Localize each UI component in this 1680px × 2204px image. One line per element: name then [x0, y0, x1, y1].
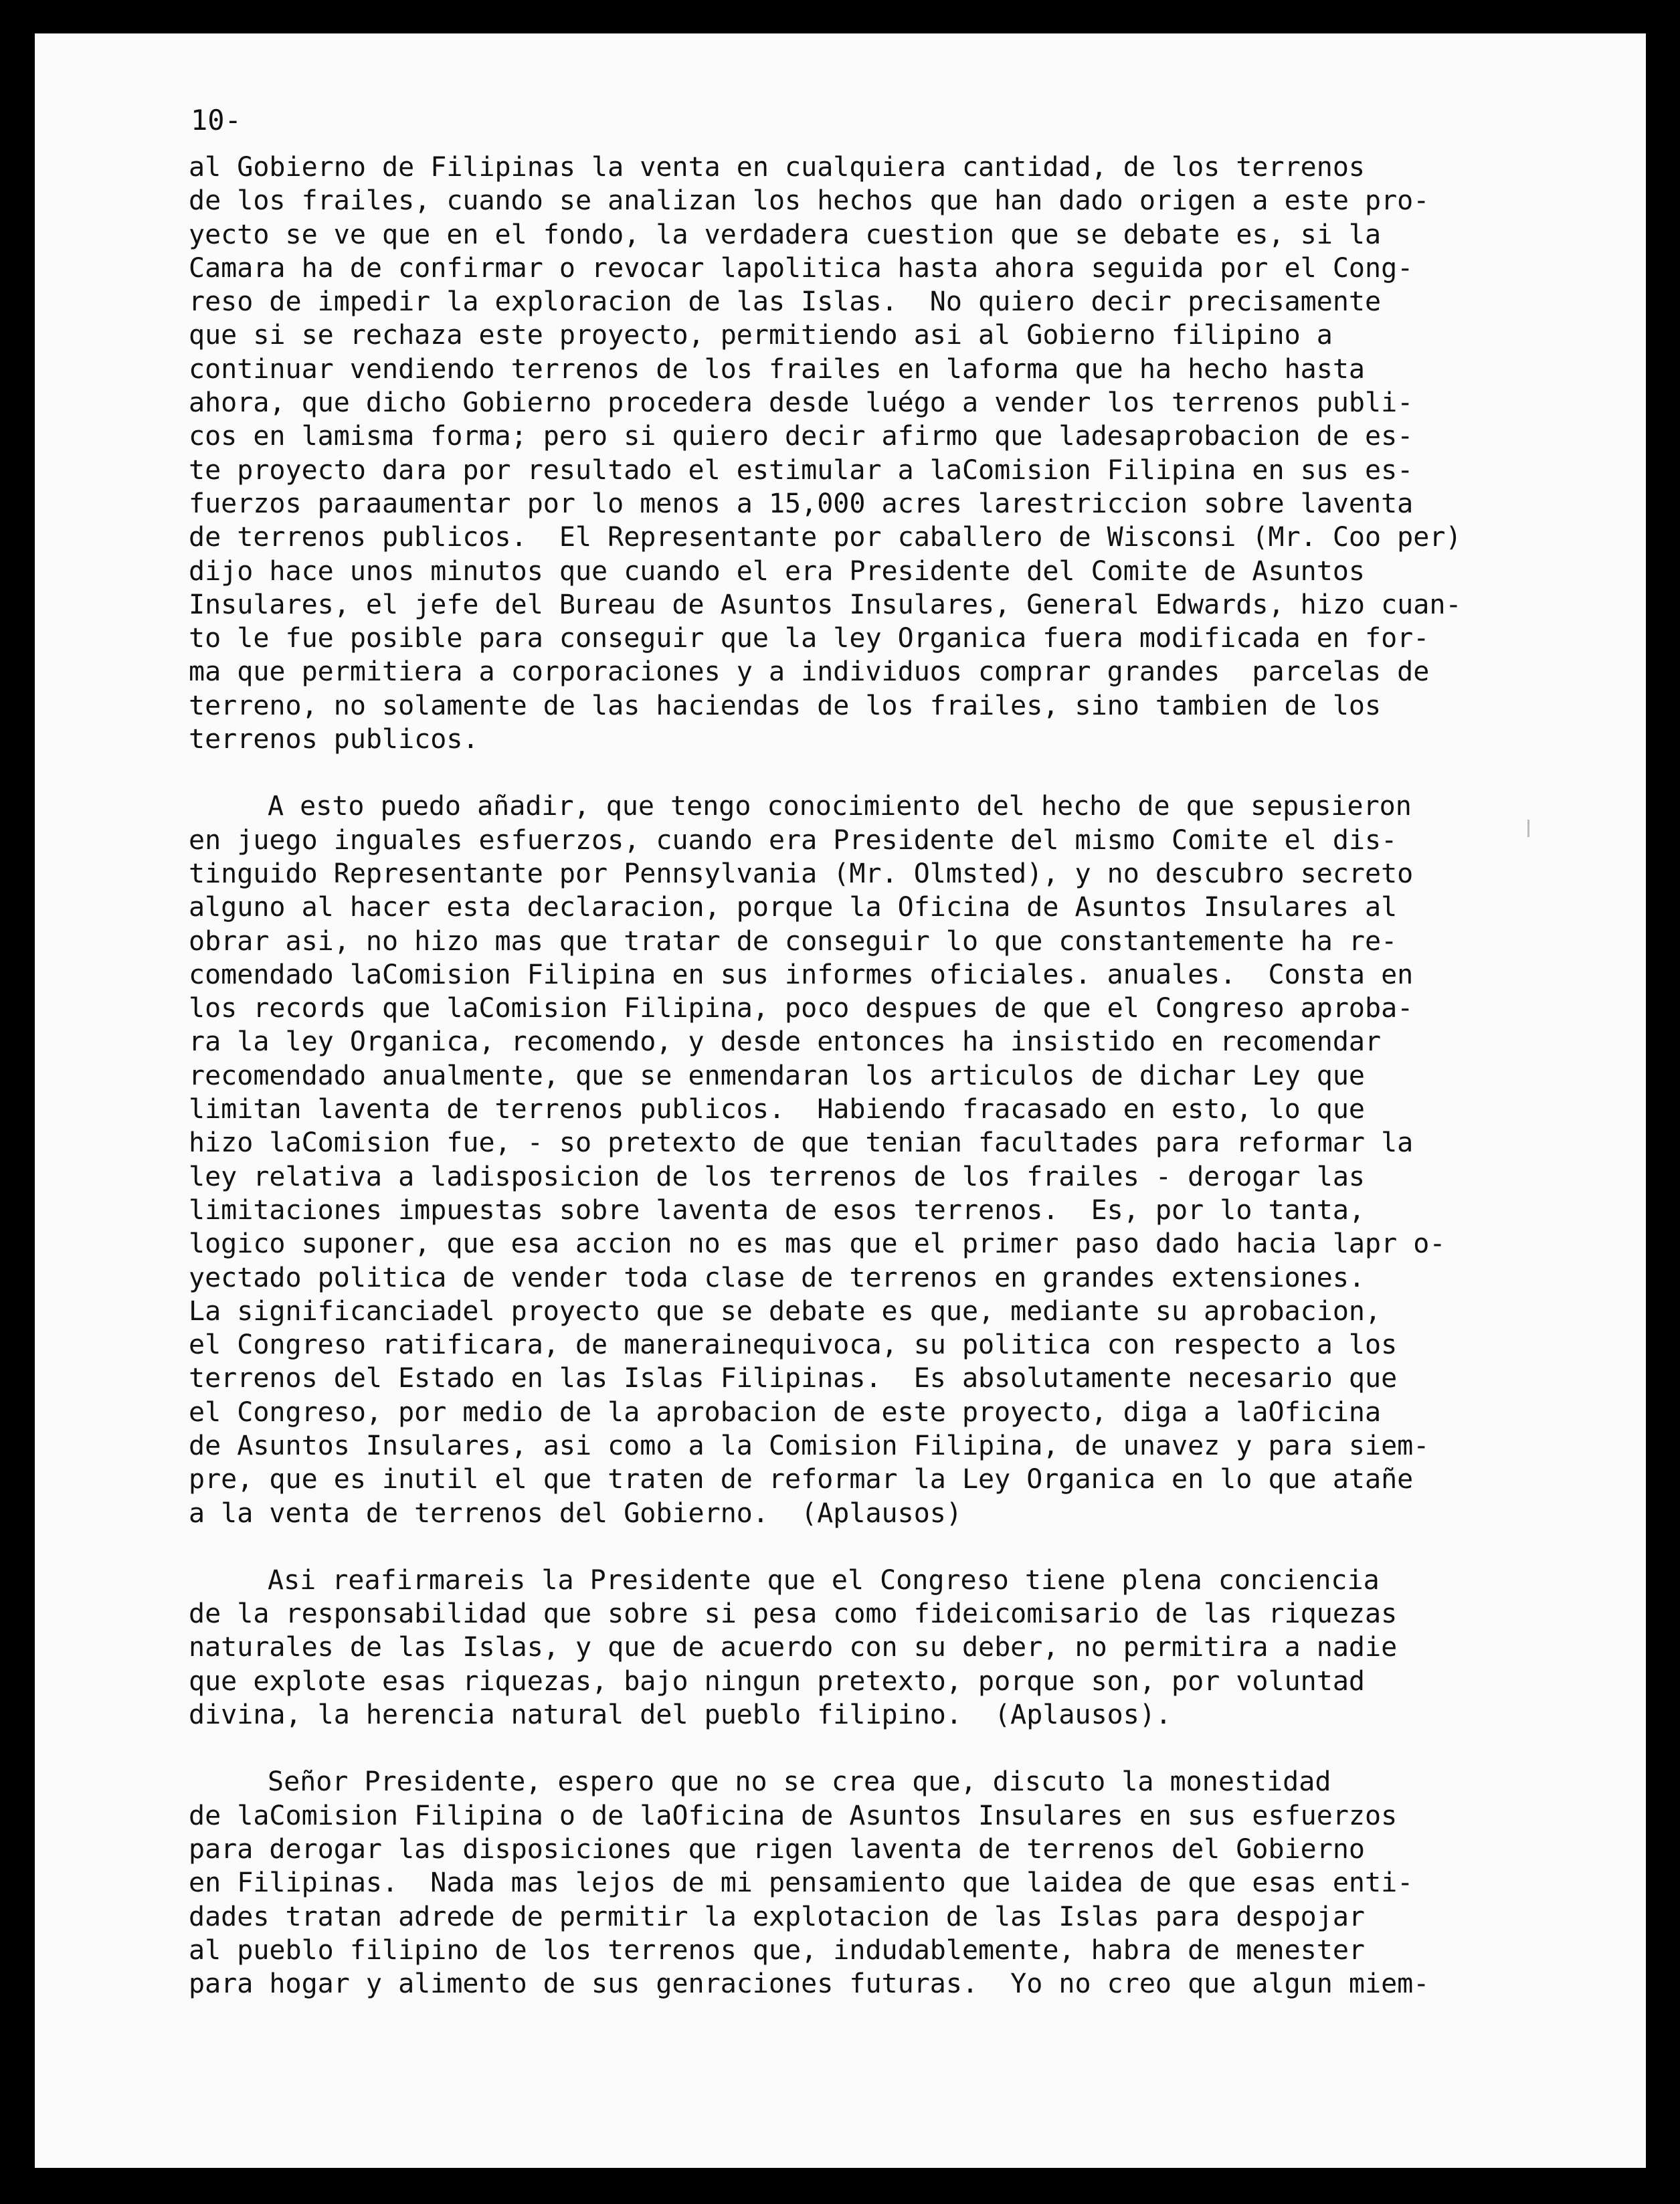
text-line: ahora, que dicho Gobierno procedera desde luégo a vender los terrenos publi-: [189, 387, 1414, 419]
text-line: dijo hace unos minutos que cuando el era Presidente del Comite de Asuntos: [189, 555, 1365, 587]
paragraph-gap: [189, 1732, 1567, 1765]
text-line: pre, que es inutil el que traten de reformar la Ley Organica en lo que atañe: [189, 1464, 1414, 1495]
text-line: Asi reafirmareis la Presidente que el Congreso tiene plena conciencia: [268, 1564, 1380, 1596]
text-line: terrenos publicos.: [189, 724, 479, 755]
text-line: recomendado anualmente, que se enmendaran los articulos de dichar Ley que: [189, 1060, 1365, 1091]
page-number: 10-: [191, 104, 242, 136]
text-line: de los frailes, cuando se analizan los hechos que han dado origen a este pro-: [189, 185, 1430, 217]
text-line: el Congreso ratificara, de manerainequivoca, su politica con respecto a los: [189, 1329, 1398, 1361]
text-line: te proyecto dara por resultado el estimular a laComision Filipina en sus es-: [189, 454, 1414, 486]
text-line: de terrenos publicos. El Representante por caballero de Wisconsi (Mr. Coo per): [189, 522, 1462, 553]
text-line: ma que permitiera a corporaciones y a individuos comprar grandes parcelas de: [189, 656, 1430, 688]
text-line: dades tratan adrede de permitir la explotacion de las Islas para despojar: [189, 1901, 1365, 1932]
text-line: alguno al hacer esta declaracion, porque la Oficina de Asuntos Insulares al: [189, 892, 1398, 923]
text-line: Insulares, el jefe del Bureau de Asuntos Insulares, General Edwards, hizo cuan-: [189, 589, 1462, 620]
text-line: limitaciones impuestas sobre laventa de esos terrenos. Es, por lo tanta,: [189, 1194, 1365, 1226]
text-line: ra la ley Organica, recomendo, y desde entonces ha insistido en recomendar: [189, 1026, 1382, 1058]
text-line: de Asuntos Insulares, asi como a la Comision Filipina, de unavez y para siem-: [189, 1430, 1430, 1461]
text-line: terreno, no solamente de las haciendas de los frailes, sino tambien de los: [189, 690, 1382, 721]
text-line: A esto puedo añadir, que tengo conocimiento del hecho de que sepusieron: [268, 791, 1412, 822]
text-line: de la responsabilidad que sobre si pesa como fideicomisario de las riquezas: [189, 1598, 1398, 1630]
text-line: yecto se ve que en el fondo, la verdadera cuestion que se debate es, si la: [189, 219, 1382, 250]
text-line: obrar asi, no hizo mas que tratar de conseguir lo que constantemente ha re-: [189, 925, 1398, 957]
text-line: el Congreso, por medio de la aprobacion de este proyecto, diga a laOficina: [189, 1396, 1382, 1428]
text-line: to le fue posible para conseguir que la ley Organica fuera modificada en for-: [189, 623, 1430, 654]
paragraph: [189, 1564, 1567, 1732]
text-line: La significanciadel proyecto que se debate es que, mediante su aprobacion,: [189, 1295, 1382, 1327]
text-line: limitan laventa de terrenos publicos. Habiendo fracasado en esto, lo que: [189, 1094, 1365, 1125]
paragraph: [189, 1765, 1567, 2001]
paragraph: [189, 151, 1567, 756]
text-line: a la venta de terrenos del Gobierno. (Aplausos): [189, 1497, 962, 1529]
text-line: reso de impedir la exploracion de las Islas. No quiero decir precisamente: [189, 286, 1382, 318]
text-line: logico suponer, que esa accion no es mas que el primer paso dado hacia lapr o-: [189, 1228, 1446, 1260]
text-line: los records que laComision Filipina, poco despues de que el Congreso aproba-: [189, 993, 1414, 1024]
text-line: Señor Presidente, espero que no se crea que, discuto la monestidad: [268, 1766, 1331, 1798]
text-line: de laComision Filipina o de laOficina de Asuntos Insulares en sus esfuerzos: [189, 1800, 1398, 1831]
paragraph-gap: [189, 756, 1567, 790]
text-line: para derogar las disposiciones que rigen laventa de terrenos del Gobierno: [189, 1833, 1365, 1865]
text-line: ley relativa a ladisposicion de los terrenos de los frailes - derogar las: [189, 1161, 1365, 1192]
text-line: que explote esas riquezas, bajo ningun pretexto, porque son, por voluntad: [189, 1665, 1365, 1697]
text-line: divina, la herencia natural del pueblo filipino. (Aplausos).: [189, 1700, 1172, 1731]
text-line: que si se rechaza este proyecto, permitiendo asi al Gobierno filipino a: [189, 320, 1333, 351]
text-line: al pueblo filipino de los terrenos que, indudablemente, habra de menester: [189, 1934, 1365, 1966]
text-line: tinguido Representante por Pennsylvania (Mr. Olmsted), y no descubro secreto: [189, 858, 1414, 889]
text-line: comendado laComision Filipina en sus informes oficiales. anuales. Consta en: [189, 959, 1414, 990]
text-line: al Gobierno de Filipinas la venta en cualquiera cantidad, de los terrenos: [189, 152, 1365, 183]
text-line: naturales de las Islas, y que de acuerdo con su deber, no permitira a nadie: [189, 1632, 1398, 1663]
text-line: cos en lamisma forma; pero si quiero decir afirmo que ladesaprobacion de es-: [189, 421, 1414, 452]
paragraph: [189, 790, 1567, 1530]
text-line: yectado politica de vender toda clase de terrenos en grandes extensiones.: [189, 1262, 1365, 1293]
text-line: fuerzos paraaumentar por lo menos a 15,000 acres larestriccion sobre laventa: [189, 488, 1414, 519]
text-line: continuar vendiendo terrenos de los frailes en laforma que ha hecho hasta: [189, 353, 1365, 385]
text-line: hizo laComision fue, - so pretexto de que tenian facultades para reformar la: [189, 1127, 1414, 1159]
text-line: Camara ha de confirmar o revocar lapolitica hasta ahora seguida por el Cong-: [189, 252, 1414, 284]
text-line: en juego inguales esfuerzos, cuando era Presidente del mismo Comite el dis-: [189, 824, 1398, 856]
text-line: para hogar y alimento de sus genraciones futuras. Yo no creo que algun miem-: [189, 1968, 1430, 2000]
document-body: [189, 151, 1567, 2001]
paragraph-gap: [189, 1530, 1567, 1564]
text-line: terrenos del Estado en las Islas Filipinas. Es absolutamente necesario que: [189, 1363, 1398, 1394]
text-line: en Filipinas. Nada mas lejos de mi pensamiento que laidea de que esas enti-: [189, 1867, 1414, 1899]
